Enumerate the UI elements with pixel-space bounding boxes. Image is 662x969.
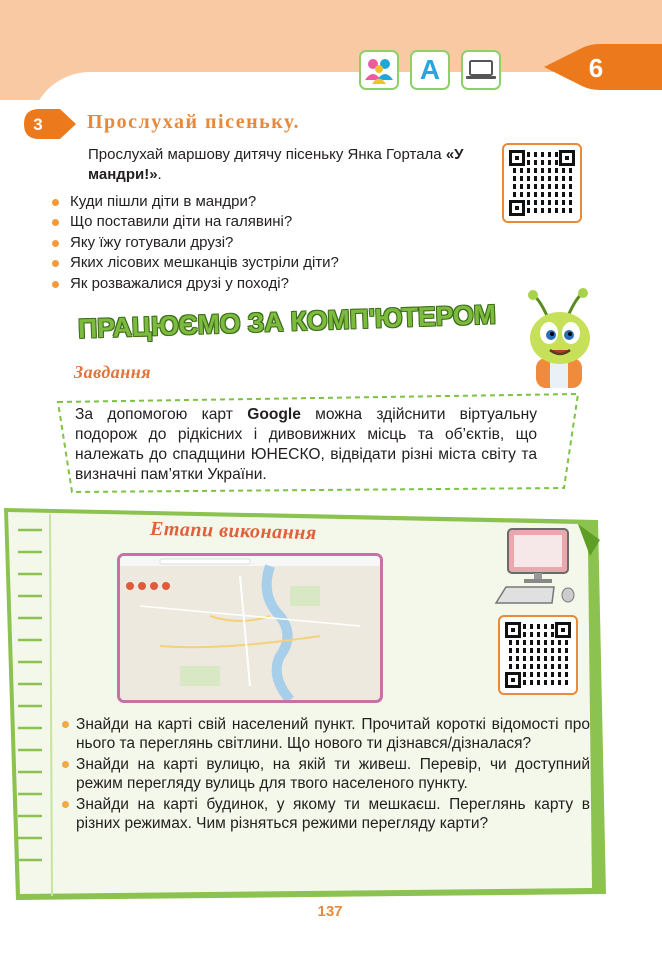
- list-item: Знайди на карті вулицю, на якій ти живеш. Перевір, чи доступний режим перегляду вулиць для твого населеного пункту.: [60, 755, 590, 793]
- qr-finder-mark: [509, 150, 525, 166]
- task-box-text-start: За допомогою карт: [75, 406, 233, 423]
- laptop-icon: [461, 50, 501, 90]
- task-text-plain: Прослухай маршову дитячу пісеньку Янка Гортала: [88, 146, 442, 163]
- computer-section-heading: ПРАЦЮЄМО ЗА КОМП'ЮТЕРОМ: [77, 299, 497, 344]
- qr-finder-mark: [505, 622, 521, 638]
- page-number: 137: [317, 903, 343, 920]
- letter-a-icon: A: [410, 50, 450, 90]
- list-item: Яку їжу готували друзі?: [52, 233, 339, 253]
- qr-finder-mark: [559, 150, 575, 166]
- map-screenshot: [117, 553, 383, 703]
- qr-code-song[interactable]: [502, 143, 582, 223]
- computer-icon: [494, 527, 580, 607]
- task-box-text: [75, 405, 537, 485]
- qr-code-maps[interactable]: [498, 615, 578, 695]
- task-box-text-rest: можна здійснити віртуальну подорож до рідкісних і дивовижних місць та об’єктів, що належать до спадщини ЮНЕСКО, відвідати різні міста світу та визначні пам’ятки України.: [75, 406, 537, 483]
- task-label: Завдання: [74, 362, 152, 382]
- unit-number: 6: [588, 53, 604, 83]
- steps-title: Етапи виконання: [149, 517, 317, 545]
- qr-finder-mark: [555, 622, 571, 638]
- task-number: 3: [33, 115, 43, 134]
- task-title: Прослухай пісеньку.: [87, 111, 300, 133]
- google-label: Google: [247, 406, 301, 423]
- qr-finder-mark: [509, 200, 525, 216]
- list-item: Куди пішли діти в мандри?: [52, 192, 339, 212]
- list-item: Що поставили діти на галявині?: [52, 212, 339, 232]
- steps-list: [60, 715, 590, 835]
- qr-finder-mark: [505, 672, 521, 688]
- list-item: Як розважалися друзі у поході?: [52, 274, 339, 294]
- song-title: «У мандри!»: [88, 146, 464, 183]
- list-item: Знайди на карті будинок, у якому ти мешкаєш. Переглянь карту в різних режимах. Чим різняться режими перегляду карти?: [60, 795, 590, 833]
- list-item: Яких лісових мешканців зустріли діти?: [52, 253, 339, 273]
- task-text-end: .: [157, 166, 162, 183]
- list-item: Знайди на карті свій населений пункт. Прочитай короткі відомості про нього та переглянь світлини. Що нового ти дізнався/дізналася?: [60, 715, 590, 753]
- task-text: [88, 145, 493, 185]
- group-work-icon: [359, 50, 399, 90]
- questions-list: [52, 192, 339, 294]
- mascot-illustration: [520, 288, 602, 388]
